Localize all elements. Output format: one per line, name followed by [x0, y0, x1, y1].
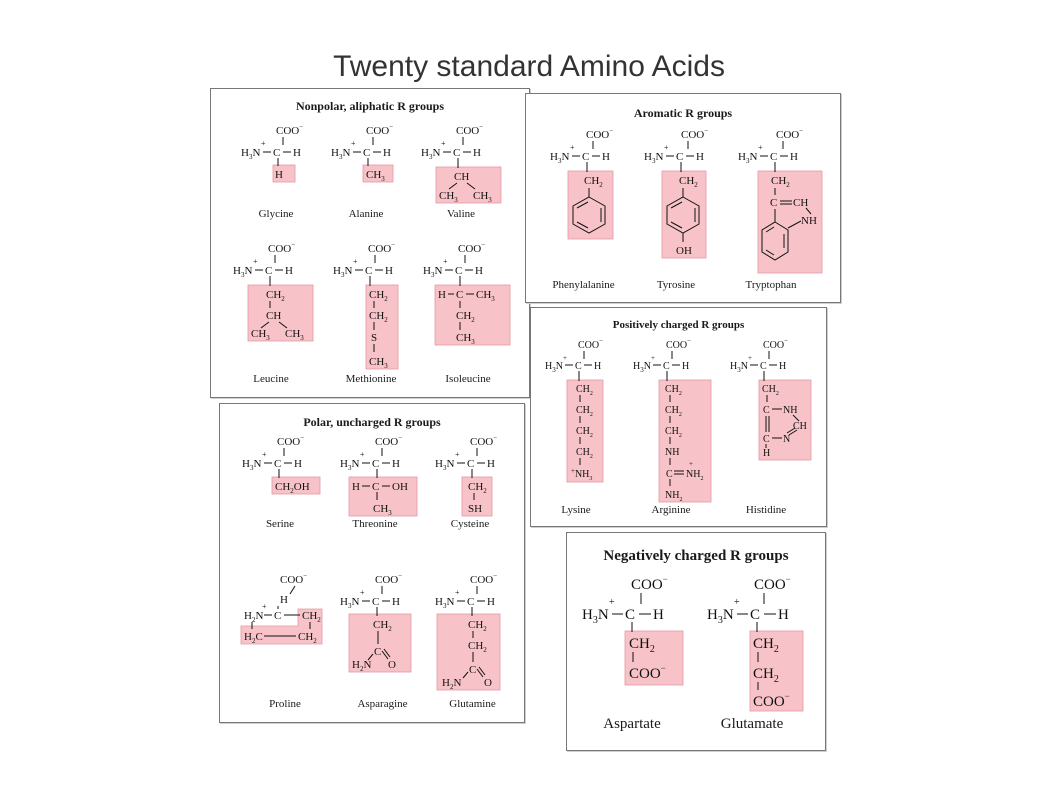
svg-text:CH3: $CH_3$ [369, 356, 388, 370]
svg-text:CH2: $CH_2$ [679, 175, 698, 189]
svg-text:H: H [293, 147, 301, 159]
svg-text:COO−: COO− [754, 574, 791, 593]
svg-text:H: H [778, 607, 789, 623]
aa-name-glutamine: Glutamine [449, 698, 496, 710]
aromatic-structures [526, 94, 840, 302]
svg-text:H: H [594, 361, 602, 372]
svg-text:C: C [663, 361, 670, 372]
svg-text:C: C [453, 147, 461, 159]
svg-text:+: + [441, 139, 446, 148]
svg-text:N: N [783, 434, 791, 445]
svg-text:NH: NH [665, 447, 680, 458]
svg-text:+: + [563, 354, 567, 362]
svg-text:H: H [696, 151, 704, 163]
svg-text:C: C [763, 405, 770, 416]
svg-text:C: C [273, 147, 281, 159]
svg-text:O: O [484, 677, 492, 689]
svg-text:COO−: COO− [631, 574, 668, 593]
svg-text:H: H [763, 448, 771, 459]
svg-text:CH2OH: $CH_2OH$ [275, 481, 310, 495]
svg-text:H3N: $H_3N$ [582, 607, 609, 626]
svg-text:COO−: COO− [276, 123, 304, 137]
svg-text:COO−: COO− [763, 337, 789, 351]
svg-text:H2N: $H_2N$ [352, 659, 372, 673]
svg-text:C: C [582, 151, 590, 163]
svg-text:CH2: $CH_2$ [468, 640, 487, 654]
svg-text:H3N: $H_3N$ [421, 147, 441, 161]
svg-text:C: C [365, 265, 373, 277]
svg-text:COO−: COO− [368, 241, 396, 255]
svg-text:C: C [274, 610, 282, 622]
svg-text:H3N: $H_3N$ [644, 151, 664, 165]
svg-text:C: C [666, 469, 673, 480]
svg-text:H: H [487, 458, 495, 470]
svg-text:C: C [575, 361, 582, 372]
svg-text:COO−: COO− [681, 127, 709, 141]
svg-text:H3N: $H_3N$ [242, 458, 262, 472]
svg-text:H: H [473, 147, 481, 159]
svg-text:+: + [455, 588, 460, 597]
svg-text:COO−: COO− [586, 127, 614, 141]
svg-text:H: H [392, 458, 400, 470]
svg-text:COO−: COO− [629, 663, 666, 682]
svg-text:CH3: $CH_3$ [473, 190, 492, 204]
svg-text:CH3: $CH_3$ [476, 289, 495, 303]
svg-text:CH2: $CH_2$ [298, 631, 317, 645]
svg-text:C: C [750, 607, 761, 623]
svg-text:H: H [285, 265, 293, 277]
svg-text:C: C [372, 481, 380, 493]
svg-text:C: C [467, 458, 475, 470]
aa-name-leucine: Leucine [253, 373, 289, 385]
svg-text:CH2: $CH_2$ [753, 666, 779, 685]
svg-text:CH2: $CH_2$ [762, 384, 779, 397]
svg-text:+: + [443, 257, 448, 266]
svg-text:COO−: COO− [458, 241, 486, 255]
svg-text:H: H [475, 265, 483, 277]
svg-text:H: H [275, 169, 283, 181]
svg-text:C: C [456, 289, 464, 301]
svg-text:COO−: COO− [753, 691, 790, 710]
svg-text:H3N: $H_3N$ [633, 361, 651, 374]
polar-panel [219, 403, 525, 723]
svg-text:CH2: $CH_2$ [302, 610, 321, 624]
svg-text:+: + [353, 257, 358, 266]
svg-text:COO−: COO− [375, 434, 403, 448]
aa-name-lysine: Lysine [561, 504, 591, 516]
svg-text:CH: CH [793, 421, 807, 432]
svg-text:O: O [388, 659, 396, 671]
svg-text:CH2: $CH_2$ [576, 384, 593, 397]
svg-text:CH2: $CH_2$ [753, 636, 779, 655]
svg-text:CH3: $CH_3$ [439, 190, 458, 204]
svg-text:CH2: $CH_2$ [665, 405, 682, 418]
svg-text:H: H [392, 596, 400, 608]
nonpolar-title: Nonpolar, aliphatic R groups [295, 99, 445, 113]
aa-name-histidine: Histidine [745, 504, 787, 516]
svg-text:CH2: $CH_2$ [456, 310, 475, 324]
svg-text:H: H [602, 151, 610, 163]
svg-text:+: + [253, 257, 258, 266]
svg-text:CH2: $CH_2$ [369, 289, 388, 303]
svg-text:COO−: COO− [578, 337, 604, 351]
aa-name-cysteine: Cysteine [450, 518, 490, 530]
svg-text:H: H [352, 481, 360, 493]
svg-text:+: + [664, 143, 669, 152]
svg-text:H: H [487, 596, 495, 608]
svg-text:H: H [385, 265, 393, 277]
positive-structures [531, 308, 826, 526]
svg-text:H: H [383, 147, 391, 159]
svg-text:H3N: $H_3N$ [331, 147, 351, 161]
svg-text:S: S [371, 332, 378, 344]
svg-text:H: H [682, 361, 690, 372]
svg-text:CH3: $CH_3$ [251, 328, 270, 342]
svg-text:C: C [763, 434, 770, 445]
negative-panel [566, 532, 826, 751]
aa-name-aspartate: Aspartate [603, 716, 661, 732]
aa-name-alanine: Alanine [348, 208, 384, 220]
svg-text:C: C [455, 265, 463, 277]
svg-text:+: + [758, 143, 763, 152]
svg-text:C: C [676, 151, 684, 163]
svg-text:COO−: COO− [470, 434, 498, 448]
svg-text:COO−: COO− [375, 572, 403, 586]
svg-text:SH: SH [468, 503, 483, 515]
svg-text:CH2: $CH_2$ [576, 426, 593, 439]
positive-panel [530, 307, 827, 527]
svg-text:CH2: $CH_2$ [369, 310, 388, 324]
svg-text:COO−: COO− [280, 572, 308, 586]
svg-text:+: + [455, 450, 460, 459]
svg-text:H: H [790, 151, 798, 163]
svg-text:H3N: $H_3N$ [241, 147, 261, 161]
svg-text:C: C [469, 664, 477, 676]
svg-text:C: C [467, 596, 475, 608]
svg-text:CH2: $CH_2$ [266, 289, 285, 303]
svg-text:C: C [372, 458, 380, 470]
svg-text:C: C [374, 646, 382, 658]
polar-structures [220, 404, 524, 722]
svg-text:CH3: $CH_3$ [285, 328, 304, 342]
svg-text:H3N: $H_3N$ [340, 596, 360, 610]
svg-text:H3N: $H_3N$ [550, 151, 570, 165]
svg-text:COO−: COO− [277, 434, 305, 448]
svg-text:NH: NH [783, 405, 798, 416]
svg-text:C: C [625, 607, 636, 623]
svg-text:H2N: $H_2N$ [442, 677, 462, 691]
svg-text:CH: CH [454, 171, 470, 183]
svg-text:+NH3: $^+NH_3$ [571, 467, 593, 482]
svg-text:CH2: $CH_2$ [576, 405, 593, 418]
svg-text:CH2: $CH_2$ [576, 447, 593, 460]
svg-text:CH: CH [793, 197, 809, 209]
svg-text:+: + [360, 588, 365, 597]
svg-text:CH3: $CH_3$ [373, 503, 392, 517]
svg-text:COO−: COO− [776, 127, 804, 141]
aa-name-valine: Valine [446, 208, 476, 220]
svg-text:+: + [262, 450, 267, 459]
svg-text:+: + [748, 354, 752, 362]
positive-title: Positively charged R groups [612, 319, 745, 331]
svg-text:CH2: $CH_2$ [771, 175, 790, 189]
svg-text:+: + [261, 139, 266, 148]
aa-name-threonine: Threonine [352, 518, 398, 530]
svg-text:C: C [363, 147, 371, 159]
svg-text:+: + [360, 450, 365, 459]
svg-text:+: + [609, 597, 615, 608]
svg-text:CH2: $CH_2$ [665, 426, 682, 439]
svg-text:CH3: $CH_3$ [456, 332, 475, 346]
svg-text:CH2: $CH_2$ [665, 384, 682, 397]
aa-name-proline: Proline [269, 698, 301, 710]
svg-text:H3N: $H_3N$ [738, 151, 758, 165]
polar-title: Polar, uncharged R groups [303, 415, 441, 429]
arginine-r-group [659, 380, 711, 502]
aa-name-isoleucine: Isoleucine [445, 373, 491, 385]
serine-structure [242, 434, 310, 495]
svg-text:+: + [734, 597, 740, 608]
svg-text:NH: NH [801, 215, 817, 227]
svg-text:CH2: $CH_2$ [584, 175, 603, 189]
aromatic-panel [525, 93, 841, 303]
svg-text:H3N: $H_3N$ [545, 361, 563, 374]
svg-text:C: C [770, 197, 778, 209]
aa-name-serine: Serine [265, 518, 295, 530]
svg-text:CH2: $CH_2$ [468, 481, 487, 495]
svg-text:+: + [570, 143, 575, 152]
svg-text:OH: OH [676, 245, 692, 257]
nonpolar-panel [210, 88, 530, 398]
svg-text:+: + [651, 354, 655, 362]
svg-text:+: + [689, 460, 693, 468]
svg-text:COO−: COO− [666, 337, 692, 351]
svg-text:C: C [372, 596, 380, 608]
svg-text:H3N: $H_3N$ [730, 361, 748, 374]
svg-text:H3N: $H_3N$ [707, 607, 734, 626]
aa-name-tyrosine: Tyrosine [656, 279, 696, 291]
svg-text:COO−: COO− [456, 123, 484, 137]
svg-text:H2C: $H_2C$ [244, 631, 263, 645]
aa-name-tryptophan: Tryptophan [745, 279, 797, 291]
svg-text:H: H [653, 607, 664, 623]
svg-text:C: C [770, 151, 778, 163]
svg-text:H3N: $H_3N$ [340, 458, 360, 472]
svg-text:H3N: $H_3N$ [233, 265, 253, 279]
svg-text:+: + [262, 602, 267, 611]
svg-text:C: C [265, 265, 273, 277]
aromatic-title: Aromatic R groups [633, 106, 733, 120]
svg-text:COO−: COO− [268, 241, 296, 255]
svg-text:H3N: $H_3N$ [423, 265, 443, 279]
svg-text:H: H [779, 361, 787, 372]
svg-text:H: H [438, 289, 446, 301]
slide-title: Twenty standard Amino Acids [333, 50, 725, 83]
svg-text:H3N: $H_3N$ [435, 596, 455, 610]
aa-name-glutamate: Glutamate [720, 716, 784, 732]
svg-text:H2N: $H_2N$ [244, 610, 264, 624]
svg-text:CH2: $CH_2$ [629, 636, 655, 655]
svg-text:C: C [760, 361, 767, 372]
aa-name-glycine: Glycine [258, 208, 294, 220]
aa-name-phenylalanine: Phenylalanine [552, 279, 615, 291]
svg-text:COO−: COO− [470, 572, 498, 586]
negative-title: Negatively charged R groups [603, 548, 789, 564]
svg-text:H: H [280, 594, 288, 606]
svg-text:NH2: $NH_2$ [665, 490, 683, 503]
svg-text:+: + [351, 139, 356, 148]
aa-name-arginine: Arginine [651, 504, 691, 516]
svg-text:CH3: $CH_3$ [366, 169, 385, 183]
svg-text:COO−: COO− [366, 123, 394, 137]
aa-name-methionine: Methionine [345, 373, 397, 385]
svg-text:H3N: $H_3N$ [333, 265, 353, 279]
nonpolar-structures [211, 89, 529, 397]
svg-text:OH: OH [392, 481, 408, 493]
svg-text:H3N: $H_3N$ [435, 458, 455, 472]
svg-text:CH2: $CH_2$ [468, 619, 487, 633]
svg-text:C: C [274, 458, 282, 470]
aa-name-asparagine: Asparagine [357, 698, 408, 710]
svg-text:NH2: $NH_2$ [686, 469, 704, 482]
svg-text:CH2: $CH_2$ [373, 619, 392, 633]
svg-text:CH: CH [266, 310, 282, 322]
svg-text:H: H [294, 458, 302, 470]
